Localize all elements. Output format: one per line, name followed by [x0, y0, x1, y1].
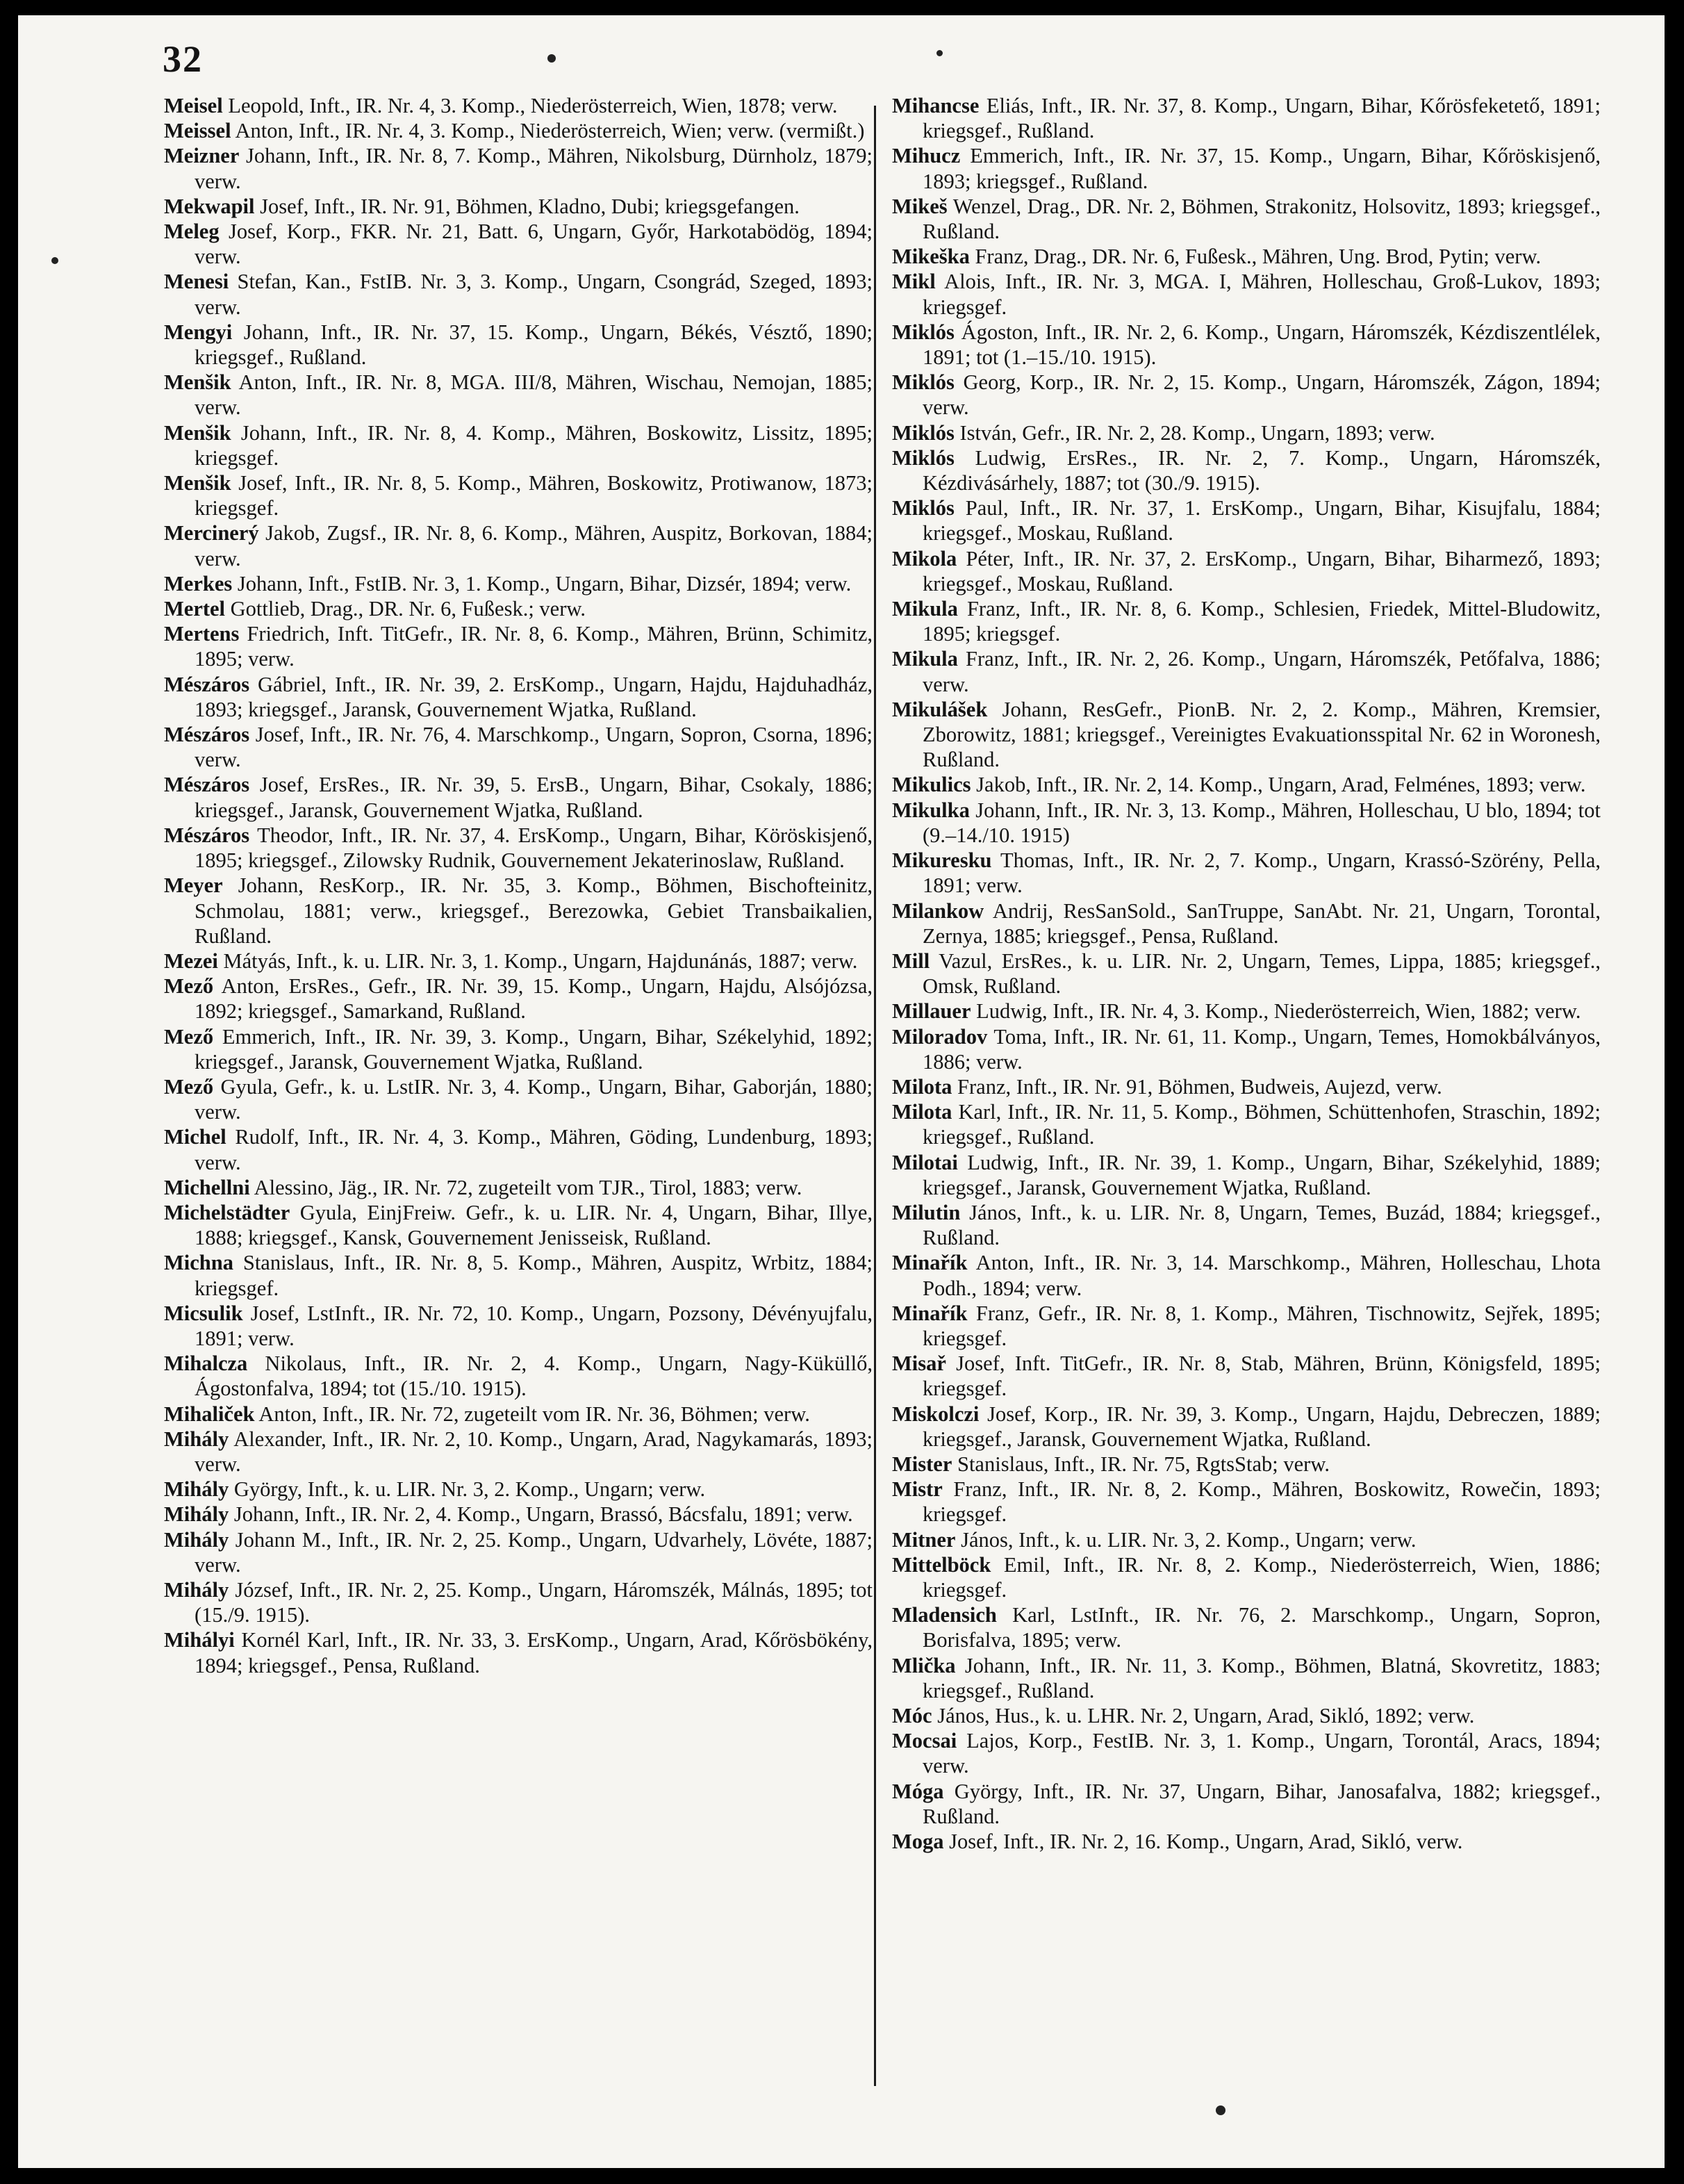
register-entry — [164, 1527, 873, 1577]
register-entry — [892, 1452, 1601, 1477]
entry-details: Emil, Inft., IR. Nr. 8, 2. Komp., Niederösterreich, Wien, 1886; kriegsgef. — [923, 1552, 1601, 1602]
entry-details: Gottlieb, Drag., DR. Nr. 6, Fußesk.; verw. — [225, 597, 586, 621]
entry-details: Josef, Inft., IR. Nr. 91, Böhmen, Kladno, Dubi; kriegsgefangen. — [254, 194, 800, 218]
register-entry — [892, 370, 1601, 420]
entry-details: Johann, Inft., IR. Nr. 8, 4. Komp., Mähren, Boskowitz, Lissitz, 1895; kriegsgef. — [195, 420, 873, 470]
register-entry — [164, 1351, 873, 1401]
entry-surname: Mihály — [164, 1427, 229, 1451]
register-entry — [892, 546, 1601, 596]
register-entry — [892, 320, 1601, 370]
entry-surname: Mladensich — [892, 1603, 997, 1627]
entry-details: József, Inft., IR. Nr. 2, 25. Komp., Ungarn, Háromszék, Málnás, 1895; tot (15./9. 1915). — [195, 1577, 873, 1627]
register-entry — [164, 420, 873, 470]
entry-details: Anton, ErsRes., Gefr., IR. Nr. 39, 15. Komp., Ungarn, Hajdu, Alsójózsa, 1892; kriegsgef., Samarkand, Rußland. — [195, 974, 873, 1024]
register-entry — [892, 1602, 1601, 1652]
register-entry — [164, 974, 873, 1024]
entry-details: Franz, Inft., IR. Nr. 2, 26. Komp., Ungarn, Háromszék, Petőfalva, 1886; verw. — [923, 647, 1601, 696]
register-entry — [164, 194, 873, 219]
entry-details: Emmerich, Inft., IR. Nr. 39, 3. Komp., Ungarn, Bihar, Székelyhid, 1892; kriegsgef., Jaransk, Gouvernement Wjatka, Rußland. — [195, 1024, 873, 1074]
entry-details: Josef, Korp., FKR. Nr. 21, Batt. 6, Ungarn, Győr, Harkotabödög, 1894; verw. — [195, 220, 873, 269]
entry-surname: Menšik — [164, 370, 231, 395]
entry-surname: Mikeš — [892, 194, 948, 218]
entry-details: Franz, Inft., IR. Nr. 8, 6. Komp., Schlesien, Friedek, Mittel-Bludowitz, 1895; kriegsgef. — [923, 597, 1601, 646]
register-entry — [892, 1301, 1601, 1351]
register-entry — [164, 1200, 873, 1250]
entry-details: Johann M., Inft., IR. Nr. 2, 25. Komp., Ungarn, Udvarhely, Lövéte, 1887; verw. — [195, 1527, 873, 1577]
entry-surname: Mikola — [892, 546, 957, 570]
entry-details: Karl, LstInft., IR. Nr. 76, 2. Marschkomp., Ungarn, Sopron, Borisfalva, 1895; verw. — [923, 1603, 1601, 1652]
entry-surname: Mittelböck — [892, 1552, 991, 1577]
entry-surname: Minařík — [892, 1251, 968, 1275]
entry-surname: Miklós — [892, 320, 955, 344]
entry-surname: Menesi — [164, 270, 229, 294]
entry-details: Johann, ResGefr., PionB. Nr. 2, 2. Komp., Mähren, Kremsier, Zborowitz, 1881; kriegsgef., Vereinigtes Evakuationsspital Nr. 62 in Woronesh, Rußland. — [923, 697, 1601, 772]
entry-details: Josef, LstInft., IR. Nr. 72, 10. Komp., Ungarn, Pozsony, Dévényujfalu, 1891; verw. — [195, 1301, 873, 1350]
entry-surname: Moga — [892, 1830, 944, 1854]
entry-details: Theodor, Inft., IR. Nr. 37, 4. ErsKomp., Ungarn, Bihar, Köröskisjenő, 1895; kriegsgef., Zilowsky Rudnik, Gouvernement Jekaterinoslaw, Rußland. — [195, 823, 873, 873]
register-entry — [892, 596, 1601, 646]
entry-surname: Mlička — [892, 1653, 956, 1677]
entry-surname: Mikulka — [892, 798, 970, 822]
entry-details: Jakob, Zugsf., IR. Nr. 8, 6. Komp., Mähren, Auspitz, Borkovan, 1884; verw. — [195, 521, 873, 570]
ink-speck — [936, 50, 943, 56]
register-entry — [892, 646, 1601, 696]
entry-surname: Minařík — [892, 1301, 968, 1325]
entry-details: Friedrich, Inft. TitGefr., IR. Nr. 8, 6. Komp., Mähren, Brünn, Schimitz, 1895; verw. — [195, 622, 873, 671]
register-entry — [892, 1703, 1601, 1728]
entry-surname: Mertel — [164, 597, 226, 621]
entry-details: Josef, Inft. TitGefr., IR. Nr. 8, Stab, Mähren, Brünn, Königsfeld, 1895; kriegsgef. — [923, 1352, 1601, 1401]
register-entry — [892, 697, 1601, 773]
entry-details: Gyula, Gefr., k. u. LstIR. Nr. 3, 4. Komp., Ungarn, Bihar, Gaborján, 1880; verw. — [195, 1074, 873, 1124]
register-entry — [892, 1099, 1601, 1149]
register-entry — [892, 1527, 1601, 1552]
register-entry — [164, 269, 873, 319]
entry-surname: Merkes — [164, 571, 233, 596]
entry-surname: Mikulics — [892, 773, 971, 797]
entry-surname: Menšik — [164, 420, 231, 445]
register-entry — [892, 1351, 1601, 1401]
entry-surname: Mihály — [164, 1527, 229, 1552]
register-entry — [164, 596, 873, 621]
entry-surname: Micsulik — [164, 1301, 243, 1325]
register-entry — [164, 520, 873, 570]
entry-details: Josef, Inft., IR. Nr. 2, 16. Komp., Ungarn, Arad, Sikló, verw. — [943, 1830, 1463, 1854]
entry-details: Leopold, Inft., IR. Nr. 4, 3. Komp., Niederösterreich, Wien, 1878; verw. — [222, 94, 838, 117]
entry-surname: Milankow — [892, 898, 984, 923]
entry-details: Anton, Inft., IR. Nr. 72, zugeteilt vom IR. Nr. 36, Böhmen; verw. — [254, 1402, 810, 1426]
entry-details: Karl, Inft., IR. Nr. 11, 5. Komp., Böhmen, Schüttenhofen, Straschin, 1892; kriegsgef., Rußland. — [923, 1100, 1601, 1149]
entry-details: Josef, Korp., IR. Nr. 39, 3. Komp., Ungarn, Hajdu, Debreczen, 1889; kriegsgef., Jaransk, Gouvernement Wjatka, Rußland. — [923, 1402, 1601, 1451]
entry-details: Thomas, Inft., IR. Nr. 2, 7. Komp., Ungarn, Krassó-Szörény, Pella, 1891; verw. — [923, 848, 1601, 898]
register-entry — [164, 1124, 873, 1174]
entry-details: Stefan, Kan., FstIB. Nr. 3, 3. Komp., Ungarn, Csongrád, Szeged, 1893; verw. — [195, 270, 873, 319]
entry-surname: Mitner — [892, 1527, 956, 1552]
entry-surname: Mészáros — [164, 773, 250, 797]
entry-details: Eliás, Inft., IR. Nr. 37, 8. Komp., Ungarn, Bihar, Kőrösfeketető, 1891; kriegsgef., Rußland. — [923, 94, 1601, 143]
entry-surname: Michelstädter — [164, 1200, 290, 1224]
entry-surname: Mező — [164, 974, 214, 999]
entry-details: Ágoston, Inft., IR. Nr. 2, 6. Komp., Ungarn, Háromszék, Kézdiszentlélek, 1891; tot (1.–15./10. 1915). — [923, 320, 1601, 370]
register-entry — [892, 949, 1601, 999]
entry-details: György, Inft., k. u. LIR. Nr. 3, 2. Komp., Ungarn; verw. — [229, 1477, 706, 1502]
entry-details: János, Inft., k. u. LIR. Nr. 3, 2. Komp., Ungarn; verw. — [955, 1527, 1417, 1552]
entry-details: Alessino, Jäg., IR. Nr. 72, zugeteilt vom TJR., Tirol, 1883; verw. — [249, 1175, 802, 1199]
entry-details: Ludwig, Inft., IR. Nr. 39, 1. Komp., Ungarn, Bihar, Székelyhid, 1889; kriegsgef., Jaransk, Gouvernement Wjatka, Rußland. — [923, 1150, 1601, 1199]
entry-details: István, Gefr., IR. Nr. 2, 28. Komp., Ungarn, 1893; verw. — [954, 420, 1435, 445]
entry-details: Franz, Inft., IR. Nr. 91, Böhmen, Budweis, Aujezd, verw. — [952, 1074, 1442, 1099]
entry-surname: Móc — [892, 1704, 932, 1727]
entry-details: Rudolf, Inft., IR. Nr. 4, 3. Komp., Mähren, Göding, Lundenburg, 1893; verw. — [195, 1125, 873, 1174]
entry-surname: Meyer — [164, 873, 223, 898]
entry-details: Lajos, Korp., FestIB. Nr. 3, 1. Komp., Ungarn, Torontál, Aracs, 1894; verw. — [923, 1729, 1601, 1778]
register-entry — [892, 269, 1601, 319]
entry-surname: Mező — [164, 1024, 214, 1049]
entry-surname: Mill — [892, 949, 930, 973]
entry-surname: Meleg — [164, 220, 220, 244]
ink-speck — [1216, 2105, 1225, 2115]
entry-details: Vazul, ErsRes., k. u. LIR. Nr. 2, Ungarn, Temes, Lippa, 1885; kriegsgef., Omsk, Rußland. — [923, 949, 1601, 999]
entry-surname: Mengyi — [164, 320, 233, 344]
entry-details: Johann, Inft., IR. Nr. 2, 4. Komp., Ungarn, Brassó, Bácsfalu, 1891; verw. — [229, 1502, 853, 1527]
entry-surname: Meissel — [164, 119, 231, 143]
register-entry — [892, 1653, 1601, 1703]
entry-details: Toma, Inft., IR. Nr. 61, 11. Komp., Ungarn, Temes, Homokbálványos, 1886; verw. — [923, 1024, 1601, 1074]
entry-surname: Miskolczi — [892, 1402, 980, 1426]
column-divider — [874, 106, 876, 2086]
entry-surname: Menšik — [164, 471, 231, 495]
entry-details: János, Inft., k. u. LIR. Nr. 8, Ungarn, Temes, Buzád, 1884; kriegsgef., Rußland. — [923, 1200, 1601, 1250]
entry-surname: Mezei — [164, 949, 218, 973]
ink-speck — [547, 54, 556, 63]
entry-details: Josef, Inft., IR. Nr. 8, 5. Komp., Mähren, Boskowitz, Protiwanow, 1873; kriegsgef. — [195, 471, 873, 520]
register-entry — [892, 1779, 1601, 1829]
entry-details: Mátyás, Inft., k. u. LIR. Nr. 3, 1. Komp., Ungarn, Hajdunánás, 1887; verw. — [217, 949, 858, 973]
register-entry — [164, 118, 873, 143]
entry-surname: Michna — [164, 1251, 233, 1275]
register-entry — [892, 772, 1601, 797]
entry-details: Gábriel, Inft., IR. Nr. 39, 2. ErsKomp., Ungarn, Hajdu, Hajduhadház, 1893; kriegsgef., Jaransk, Gouvernement Wjatka, Rußland. — [195, 672, 873, 721]
entry-details: Josef, Inft., IR. Nr. 76, 4. Marschkomp., Ungarn, Sopron, Csorna, 1896; verw. — [195, 723, 873, 772]
entry-surname: Mihalcza — [164, 1352, 248, 1376]
register-entry — [892, 1024, 1601, 1074]
entry-surname: Mészáros — [164, 672, 250, 696]
entry-surname: Michellni — [164, 1175, 250, 1199]
entry-surname: Milotai — [892, 1150, 958, 1174]
register-entry — [892, 1829, 1601, 1854]
entry-surname: Miklós — [892, 420, 955, 445]
entry-details: Wenzel, Drag., DR. Nr. 2, Böhmen, Strakonitz, Holsovitz, 1893; kriegsgef., Rußland. — [923, 194, 1601, 244]
register-entry — [892, 445, 1601, 495]
register-entry — [892, 798, 1601, 848]
entry-details: Alois, Inft., IR. Nr. 3, MGA. I, Mähren, Holleschau, Groß-Lukov, 1893; kriegsgef. — [923, 270, 1601, 319]
register-entry — [892, 1074, 1601, 1099]
entry-surname: Mekwapil — [164, 194, 255, 218]
register-entry — [164, 370, 873, 420]
document-page — [18, 15, 1665, 2168]
register-entry — [892, 420, 1601, 445]
register-entry — [164, 672, 873, 722]
entry-details: Georg, Korp., IR. Nr. 2, 15. Komp., Ungarn, Háromszék, Zágon, 1894; verw. — [923, 370, 1601, 420]
entry-details: Johann, Inft., IR. Nr. 37, 15. Komp., Ungarn, Békés, Vésztő, 1890; kriegsgef., Rußland. — [195, 320, 873, 370]
register-entry — [164, 1477, 873, 1502]
entry-surname: Miloradov — [892, 1024, 988, 1049]
register-entry — [892, 1728, 1601, 1778]
entry-details: Alexander, Inft., IR. Nr. 2, 10. Komp., Ungarn, Arad, Nagykamarás, 1893; verw. — [195, 1427, 873, 1476]
register-entry — [164, 320, 873, 370]
entry-surname: Mihaliček — [164, 1402, 255, 1426]
register-entry — [164, 949, 873, 974]
register-entry — [892, 1552, 1601, 1602]
entry-surname: Mikuresku — [892, 848, 992, 873]
entry-details: Johann, Inft., IR. Nr. 11, 3. Komp., Böhmen, Blatná, Skovretitz, 1883; kriegsgef., Rußland. — [923, 1653, 1601, 1702]
register-entry — [892, 1200, 1601, 1250]
entry-surname: Mikeška — [892, 245, 970, 269]
entry-details: Péter, Inft., IR. Nr. 37, 2. ErsKomp., Ungarn, Bihar, Biharmező, 1893; kriegsgef., Moskau, Rußland. — [923, 546, 1601, 596]
entry-details: Gyula, EinjFreiw. Gefr., k. u. LIR. Nr. 4, Ungarn, Bihar, Illye, 1888; kriegsgef., Kansk, Gouvernement Jenisseisk, Rußland. — [195, 1200, 873, 1250]
entry-surname: Milutin — [892, 1200, 961, 1224]
entry-details: Ludwig, ErsRes., IR. Nr. 2, 7. Komp., Ungarn, Háromszék, Kézdivásárhely, 1887; tot (30./9. 1915). — [923, 445, 1601, 495]
entry-surname: Meisel — [164, 94, 223, 117]
entry-details: Josef, ErsRes., IR. Nr. 39, 5. ErsB., Ungarn, Bihar, Csokaly, 1886; kriegsgef., Jaransk, Gouvernement Wjatka, Rußland. — [195, 773, 873, 822]
entry-surname: Miklós — [892, 370, 955, 395]
entry-details: Franz, Drag., DR. Nr. 6, Fußesk., Mähren, Ung. Brod, Pytin; verw. — [969, 245, 1542, 269]
register-entry — [164, 219, 873, 269]
entry-details: Anton, Inft., IR. Nr. 4, 3. Komp., Niederösterreich, Wien; verw. (vermißt.) — [231, 119, 865, 143]
register-entry — [164, 722, 873, 772]
entry-details: Emmerich, Inft., IR. Nr. 37, 15. Komp., Ungarn, Bihar, Kőröskisjenő, 1893; kriegsgef., Rußland. — [923, 144, 1601, 193]
entry-details: Franz, Gefr., IR. Nr. 8, 1. Komp., Mähren, Tischnowitz, Sejřek, 1895; kriegsgef. — [923, 1301, 1601, 1350]
register-entry — [164, 93, 873, 118]
entry-details: Andrij, ResSanSold., SanTruppe, SanAbt. Nr. 21, Ungarn, Torontal, Zernya, 1885; kriegsgef., Pensa, Rußland. — [923, 898, 1601, 948]
entry-surname: Miklós — [892, 496, 955, 520]
entry-surname: Mihály — [164, 1577, 229, 1602]
entry-details: Johann, Inft., IR. Nr. 3, 13. Komp., Mähren, Holleschau, U blo, 1894; tot (9.–14./10. 1915) — [923, 798, 1601, 847]
register-entry — [892, 1250, 1601, 1300]
register-entry — [164, 1627, 873, 1677]
entry-details: Ludwig, Inft., IR. Nr. 4, 3. Komp., Niederösterreich, Wien, 1882; verw. — [971, 999, 1581, 1024]
register-entry — [164, 1402, 873, 1427]
register-entry — [164, 873, 873, 949]
register-entry — [164, 772, 873, 822]
entry-surname: Miklós — [892, 445, 955, 470]
page-number: 32 — [163, 38, 203, 80]
register-entry — [164, 1577, 873, 1627]
entry-surname: Milota — [892, 1074, 952, 1099]
entry-details: György, Inft., IR. Nr. 37, Ungarn, Bihar, Janosafalva, 1882; kriegsgef., Rußland. — [923, 1779, 1601, 1828]
register-entry — [892, 999, 1601, 1024]
register-entry — [892, 1477, 1601, 1527]
entry-surname: Mihály — [164, 1477, 229, 1502]
entry-details: Anton, Inft., IR. Nr. 8, MGA. III/8, Mähren, Wischau, Nemojan, 1885; verw. — [195, 370, 873, 420]
register-entry — [164, 143, 873, 193]
entry-details: Johann, Inft., FstIB. Nr. 3, 1. Komp., Ungarn, Bihar, Dizsér, 1894; verw. — [232, 571, 852, 596]
register-entry — [892, 848, 1601, 898]
entry-surname: Meizner — [164, 144, 240, 168]
register-entry — [892, 244, 1601, 269]
register-entry — [892, 1402, 1601, 1452]
register-entry — [164, 823, 873, 873]
entry-details: Stanislaus, Inft., IR. Nr. 75, RgtsStab; verw. — [952, 1452, 1330, 1476]
register-entry — [892, 898, 1601, 949]
register-entry — [164, 571, 873, 596]
register-entry — [892, 495, 1601, 545]
entry-details: János, Hus., k. u. LHR. Nr. 2, Ungarn, Arad, Sikló, 1892; verw. — [932, 1704, 1475, 1727]
entry-surname: Mező — [164, 1074, 214, 1099]
entry-surname: Mocsai — [892, 1729, 957, 1753]
entry-surname: Mister — [892, 1452, 952, 1476]
register-entry — [892, 93, 1601, 143]
left-column — [164, 93, 873, 1678]
entry-surname: Mikl — [892, 270, 936, 294]
register-entry — [164, 1024, 873, 1074]
register-entry — [892, 1150, 1601, 1200]
register-entry — [164, 621, 873, 671]
register-entry — [892, 143, 1601, 193]
entry-surname: Mikulášek — [892, 697, 988, 721]
entry-surname: Mertens — [164, 622, 240, 646]
entry-surname: Mészáros — [164, 723, 250, 747]
register-entry — [164, 1427, 873, 1477]
entry-surname: Mikula — [892, 597, 958, 621]
entry-surname: Millauer — [892, 999, 971, 1024]
entry-surname: Milota — [892, 1100, 952, 1124]
entry-surname: Misař — [892, 1352, 946, 1376]
entry-surname: Mihály — [164, 1502, 229, 1527]
entry-details: Kornél Karl, Inft., IR. Nr. 33, 3. ErsKomp., Ungarn, Arad, Kőrösbökény, 1894; kriegsgef., Pensa, Rußland. — [195, 1628, 873, 1677]
register-entry — [164, 1301, 873, 1351]
entry-surname: Michel — [164, 1125, 226, 1149]
entry-surname: Mihályi — [164, 1628, 235, 1652]
entry-surname: Mihucz — [892, 144, 961, 168]
entry-details: Paul, Inft., IR. Nr. 37, 1. ErsKomp., Ungarn, Bihar, Kisujfalu, 1884; kriegsgef., Moskau, Rußland. — [923, 496, 1601, 545]
entry-details: Stanislaus, Inft., IR. Nr. 8, 5. Komp., Mähren, Auspitz, Wrbitz, 1884; kriegsgef. — [195, 1251, 873, 1300]
entry-details: Franz, Inft., IR. Nr. 8, 2. Komp., Mähren, Boskowitz, Rowečin, 1893; kriegsgef. — [923, 1477, 1601, 1527]
register-entry — [164, 1250, 873, 1300]
ink-speck — [51, 257, 58, 264]
register-entry — [892, 194, 1601, 244]
entry-details: Anton, Inft., IR. Nr. 3, 14. Marschkomp., Mähren, Holleschau, Lhota Podh., 1894; verw. — [923, 1251, 1601, 1300]
entry-details: Johann, ResKorp., IR. Nr. 35, 3. Komp., Böhmen, Bischofteinitz, Schmolau, 1881; verw., kriegsgef., Berezowka, Gebiet Transbaikalien, Rußland. — [195, 873, 873, 948]
entry-surname: Mistr — [892, 1477, 943, 1502]
register-entry — [164, 1074, 873, 1124]
register-entry — [164, 1175, 873, 1200]
entry-surname: Mikula — [892, 647, 958, 671]
entry-details: Johann, Inft., IR. Nr. 8, 7. Komp., Mähren, Nikolsburg, Dürnholz, 1879; verw. — [195, 144, 873, 193]
entry-surname: Mercinerý — [164, 521, 259, 545]
right-column — [892, 93, 1601, 1854]
entry-details: Jakob, Inft., IR. Nr. 2, 14. Komp., Ungarn, Arad, Felménes, 1893; verw. — [971, 773, 1586, 797]
register-entry — [164, 1502, 873, 1527]
entry-surname: Mihancse — [892, 94, 980, 117]
entry-surname: Móga — [892, 1779, 944, 1803]
entry-details: Nikolaus, Inft., IR. Nr. 2, 4. Komp., Ungarn, Nagy-Küküllő, Ágostonfalva, 1894; tot (15./10. 1915). — [195, 1352, 873, 1401]
entry-surname: Mészáros — [164, 823, 250, 847]
register-entry — [164, 470, 873, 520]
